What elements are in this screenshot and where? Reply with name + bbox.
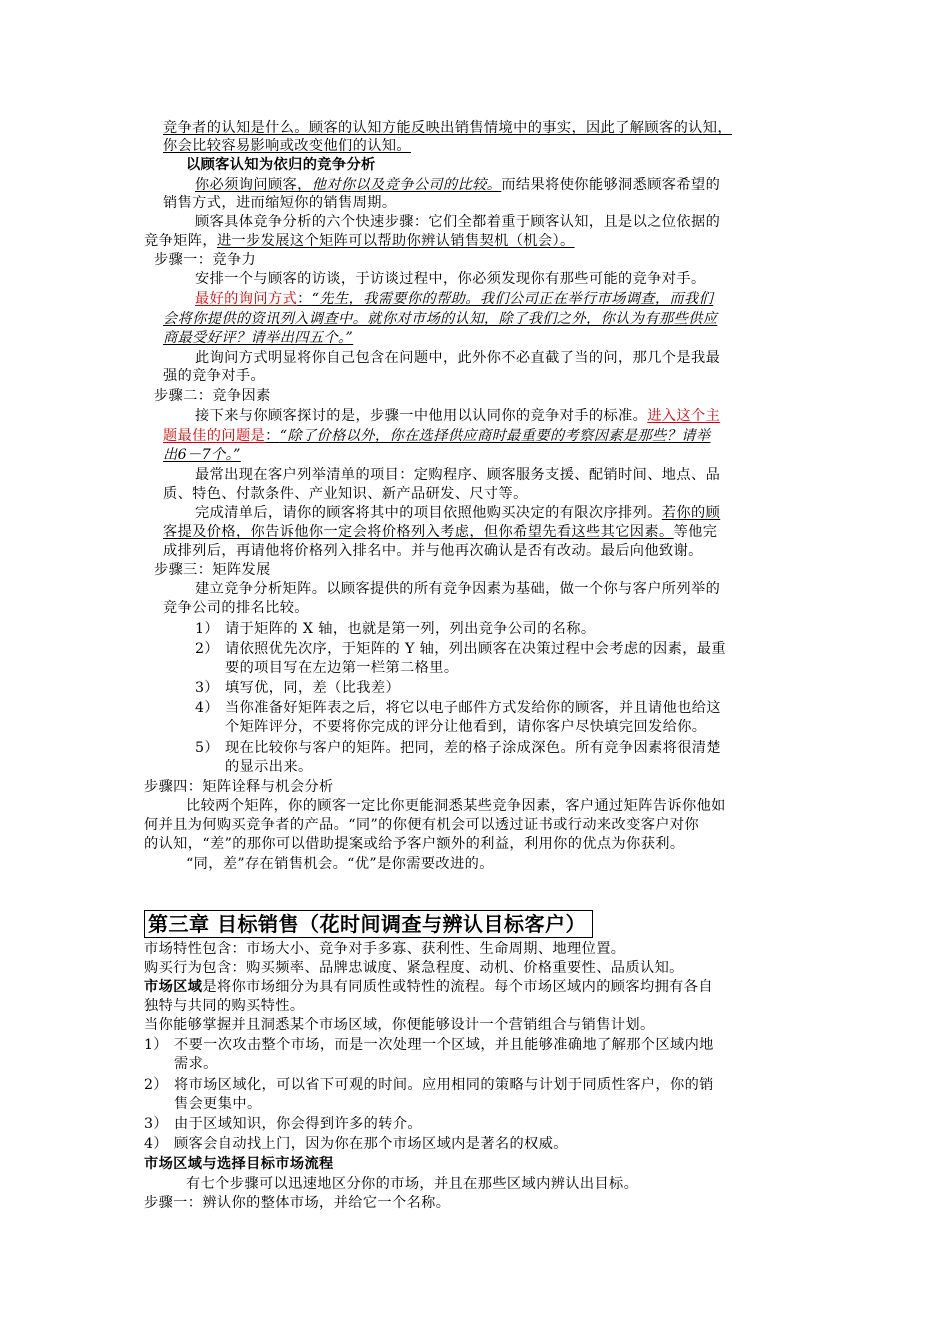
step2-plain: 接下来与你顾客探讨的是，步骤一中他用以认同你的竞争对手的标准。 <box>195 408 648 424</box>
step3-item-1: 请于矩阵的 X 轴，也就是第一列，列出竞争公司的名称。 <box>225 621 596 637</box>
step3-item-2-cont: 要的项目写在左边第一栏第二格里。 <box>225 660 459 676</box>
ch3-item-1-cont: 需求。 <box>174 1056 218 1072</box>
step1-title: 步骤一：竞争力 <box>154 252 257 268</box>
step4-line-4: “同，差”存在销售机会。“优”是你需要改进的。 <box>186 856 494 872</box>
step2-done-line-2 <box>163 523 717 541</box>
step2-question: “除了价格以外，你在选择供应商时最重要的考察因素是那些？请举 <box>279 428 711 444</box>
segment-line-1 <box>144 978 713 996</box>
ch3-item-3: 由于区域知识，你会得到许多的转介。 <box>174 1116 422 1132</box>
ch3-item-1: 不要一次攻击整个市场，而是一次处理一个区域，并且能够准确地了解那个区域内地 <box>174 1037 714 1053</box>
segment-term: 市场区域 <box>144 979 203 995</box>
segment-when: 当你能够掌握并且洞悉某个市场区域，你便能够设计一个营销组合与销售计划。 <box>144 1017 655 1033</box>
step1-question-line-2: 会将你提供的资讯列入调查中。就你对市场的认知，除了我们之外，你认为有那些供应 <box>163 311 718 327</box>
step3-item-4: 当你准备好矩阵表之后，将它以电子邮件方式发给你的顾客，并且请他也给这 <box>225 700 721 716</box>
step2-red-text-2: 题最佳的问题是 <box>163 428 266 444</box>
step1-question-line-3: 商最受好评？请举出四五个。” <box>163 330 354 346</box>
chapter-title: 第三章 目标销售（花时间调查与辨认目标客户） <box>144 910 593 938</box>
step3-item-4-cont: 个矩阵评分，不要将你完成的评分让他看到，请你客户尽快填完回发给你。 <box>225 719 707 735</box>
done-plain: 完成清单后，请你的顾客将其中的项目依照他购买决定的有限次序排列。 <box>195 505 662 521</box>
step2-red-text: 进入这个主 <box>647 408 721 424</box>
ask-line-2: 销售方式，进而缩短你的销售周期。 <box>163 195 397 211</box>
segment-line-2: 独特与共同的购买特性。 <box>144 998 305 1014</box>
six-steps-underlined: 进一步发展这个矩阵可以帮助你辨认销售契机（机会）。 <box>216 233 575 249</box>
step1-note-line-1: 此询问方式明显将你自己包含在问题中，此外你不必直截了当的问，那几个是我最 <box>195 350 721 366</box>
step3-line-1: 建立竞争分析矩阵。以顾客提供的所有竞争因素为基础，做一个你与客户所列举的 <box>195 581 721 597</box>
step1-question-line-1 <box>195 290 713 308</box>
step3-item-4-number: 4） <box>195 700 220 716</box>
step1-note-line-2: 强的竞争对手。 <box>163 368 266 384</box>
ch3-item-3-number: 3） <box>144 1116 169 1132</box>
buying-behavior: 购买行为包含：购买频率、品牌忠诚度、紧急程度、动机、价格重要性、品质认知。 <box>144 960 684 976</box>
step2-title: 步骤二：竞争因素 <box>154 388 271 404</box>
step3-line-2: 竞争公司的排名比较。 <box>163 600 309 616</box>
step3-item-3-number: 3） <box>195 680 220 696</box>
step4-line-3: 的认知，“差”的那你可以借助提案或给予客户额外的利益，利用你的优点为你获利。 <box>144 836 685 852</box>
ch3-item-4-number: 4） <box>144 1136 169 1152</box>
step3-item-5-cont: 的显示出来。 <box>225 759 313 775</box>
six-steps-line-2 <box>144 232 575 250</box>
flow-paragraph: 有七个步骤可以迅速地区分你的市场，并且在那些区域内辨认出目标。 <box>186 1176 639 1192</box>
step3-item-3: 填写优，同，差（比我差） <box>225 680 401 696</box>
done-underlined-2: 客提及价格，你告诉他你一定会将价格列入考虑，但你希望先看这些其它因素。 <box>163 524 674 540</box>
step3-item-5: 现在比较你与客户的矩阵。把同，差的格子涂成深色。所有竞争因素将很清楚 <box>225 740 721 756</box>
step3-item-2: 请依照优先次序，于矩阵的 Y 轴，列出顾客在决策过程中会考虑的因素，最重 <box>225 641 726 657</box>
six-steps-line-1: 顾客具体竞争分析的六个快速步骤：它们全都着重于顾客认知，且是以之位依据的 <box>195 214 721 230</box>
ask-underlined: 你必须询问顾客， <box>195 177 312 193</box>
ch3-item-2-number: 2） <box>144 1077 169 1093</box>
ch3-item-2-cont: 售会更集中。 <box>174 1096 262 1112</box>
done-underlined: 若你的顾 <box>661 505 721 521</box>
section-heading: 以顾客认知为依归的竞争分析 <box>186 157 376 173</box>
best-question-label: 最好的询问方式 <box>195 291 298 307</box>
step4-line-2: 何并且为何购买竞争者的产品。“同”的你便有机会可以透过证书或行动来改变客户对你 <box>144 817 700 833</box>
flow-heading: 市场区域与选择目标市场流程 <box>144 1156 334 1172</box>
step2-line-3: 出6－7个。” <box>163 447 241 463</box>
ch3-item-2: 将市场区域化，可以省下可观的时间。应用相同的策略与计划于同质性客户，你的销 <box>174 1077 714 1093</box>
six-steps-plain: 竞争矩阵， <box>144 233 217 249</box>
step3-item-1-number: 1） <box>195 621 220 637</box>
step2-done-line-1 <box>195 504 720 522</box>
step3-item-5-number: 5） <box>195 740 220 756</box>
done-plain-2: 等他完 <box>673 524 718 540</box>
flow-step-1: 步骤一：辨认你的整体市场，并给它一个名称。 <box>144 1195 451 1211</box>
colon: ： <box>297 291 312 307</box>
ch3-item-4: 顾客会自动找上门，因为你在那个市场区域内是著名的权威。 <box>174 1136 568 1152</box>
step2-list-line-1: 最常出现在客户列举清单的项目：定购程序、顾客服务支援、配销时间、地点、品 <box>195 467 721 483</box>
intro-line-2: 你会比较容易影响或改变他们的认知。 <box>163 138 411 154</box>
step3-item-2-number: 2） <box>195 641 220 657</box>
ch3-item-1-number: 1） <box>144 1037 169 1053</box>
market-traits: 市场特性包含：市场大小、竞争对手多寡、获利性、生命周期、地理位置。 <box>144 941 626 957</box>
step2-list-line-2: 质、特色、付款条件、产业知识、新产品研发、尺寸等。 <box>163 486 528 502</box>
step4-line-1: 比较两个矩阵，你的顾客一定比你更能洞悉某些竞争因素，客户通过矩阵告诉你他如 <box>186 798 726 814</box>
step3-title: 步骤三：矩阵发展 <box>154 562 271 578</box>
step2-done-line-3: 成排列后，再请他将价格列入排名中。并与他再次确认是否有改动。最后向他致谢。 <box>163 543 703 559</box>
colon: ： <box>265 428 280 444</box>
question-text: “先生，我需要你的帮助。我们公司正在举行市场调查，而我们 <box>311 291 714 307</box>
intro-line-1: 竞争者的认知是什么。顾客的认知方能反映出销售情境中的事实，因此了解顾客的认知， <box>163 120 732 136</box>
step4-title: 步骤四：矩阵诠释与机会分析 <box>144 779 334 795</box>
segment-definition: 是将你市场细分为具有同质性或特性的流程。每个市场区域内的顾客均拥有各自 <box>202 979 713 995</box>
ask-tail: 而结果将使你能够洞悉顾客希望的 <box>501 177 721 193</box>
ask-italic: 他对你以及竞争公司的比较。 <box>311 177 502 193</box>
step2-line-2 <box>163 427 710 445</box>
step2-line-1 <box>195 407 720 425</box>
ask-line-1 <box>195 176 720 194</box>
step1-paragraph: 安排一个与顾客的访谈，于访谈过程中，你必须发现你有那些可能的竞争对手。 <box>195 271 706 287</box>
